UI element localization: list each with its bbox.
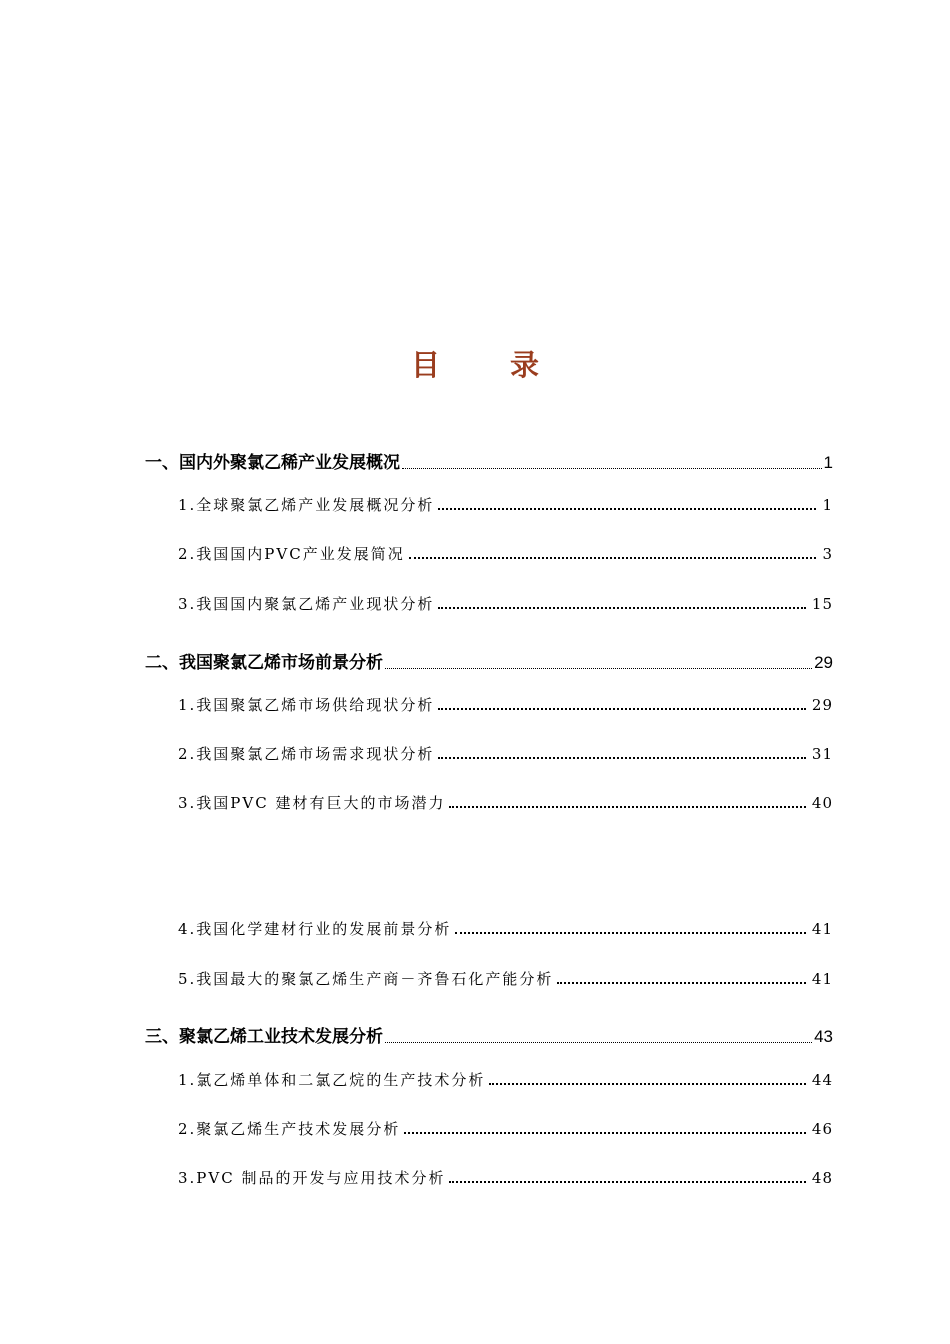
- toc-label: 2.我国聚氯乙烯市场需求现状分析: [178, 745, 435, 763]
- toc-page-number: 1: [822, 496, 833, 514]
- toc-label: 5.我国最大的聚氯乙烯生产商－齐鲁石化产能分析: [178, 970, 554, 988]
- toc-leader: [557, 981, 806, 984]
- toc-label: 2.我国国内PVC产业发展简况: [178, 545, 405, 563]
- toc-item[interactable]: [178, 543, 833, 564]
- toc-page-number: 48: [811, 1169, 833, 1187]
- toc-page-number: 29: [811, 696, 833, 714]
- toc-leader: [409, 556, 817, 559]
- toc-label: 三、聚氯乙烯工业技术发展分析: [145, 1027, 383, 1047]
- toc-leader: [449, 1180, 805, 1183]
- toc-page-number: 15: [811, 595, 833, 613]
- toc-section-3[interactable]: [145, 1022, 833, 1047]
- toc-label: 3.我国国内聚氯乙烯产业现状分析: [178, 595, 435, 613]
- toc-page-number: 40: [811, 794, 833, 812]
- toc-page-number: 43: [814, 1027, 833, 1046]
- toc-item[interactable]: [178, 743, 833, 764]
- toc-page-number: 1: [823, 453, 833, 472]
- toc-item[interactable]: [178, 918, 833, 939]
- toc-item[interactable]: [178, 494, 833, 515]
- toc-label: 2.聚氯乙烯生产技术发展分析: [178, 1120, 401, 1138]
- toc-label: 二、我国聚氯乙烯市场前景分析: [145, 653, 383, 673]
- toc-page-number: 44: [811, 1071, 833, 1089]
- toc-label: 1.氯乙烯单体和二氯乙烷的生产技术分析: [178, 1071, 486, 1089]
- toc-item[interactable]: [178, 593, 833, 614]
- toc-leader: [402, 467, 822, 469]
- toc-leader: [455, 931, 806, 934]
- toc-leader: [489, 1082, 806, 1085]
- toc-page-number: 29: [814, 653, 833, 672]
- toc-leader: [438, 707, 806, 710]
- toc-leader: [385, 1041, 812, 1043]
- toc-item[interactable]: [178, 968, 833, 989]
- toc-page-number: 46: [811, 1120, 833, 1138]
- toc-page-number: 31: [811, 745, 833, 763]
- toc-label: 3.PVC 制品的开发与应用技术分析: [178, 1169, 446, 1187]
- toc-section-1[interactable]: [145, 448, 833, 473]
- toc-leader: [438, 606, 806, 609]
- toc-item[interactable]: [178, 1069, 833, 1090]
- toc-item[interactable]: [178, 1167, 833, 1188]
- page-title: 目 录: [410, 348, 570, 382]
- toc-leader: [385, 667, 812, 669]
- toc-label: 4.我国化学建材行业的发展前景分析: [178, 920, 452, 938]
- toc-leader: [449, 805, 805, 808]
- toc-section-2[interactable]: [145, 648, 833, 673]
- toc-page-number: 3: [822, 545, 833, 563]
- toc-page-number: 41: [811, 970, 833, 988]
- toc-leader: [404, 1131, 806, 1134]
- toc-label: 一、国内外聚氯乙稀产业发展概况: [145, 453, 400, 473]
- toc-item[interactable]: [178, 1118, 833, 1139]
- toc-item[interactable]: [178, 694, 833, 715]
- toc-label: 1.全球聚氯乙烯产业发展概况分析: [178, 496, 435, 514]
- toc-label: 3.我国PVC 建材有巨大的市场潜力: [178, 794, 446, 812]
- toc-label: 1.我国聚氯乙烯市场供给现状分析: [178, 696, 435, 714]
- toc-leader: [438, 507, 816, 510]
- toc-item[interactable]: [178, 792, 833, 813]
- toc-leader: [438, 756, 806, 759]
- toc-page-number: 41: [811, 920, 833, 938]
